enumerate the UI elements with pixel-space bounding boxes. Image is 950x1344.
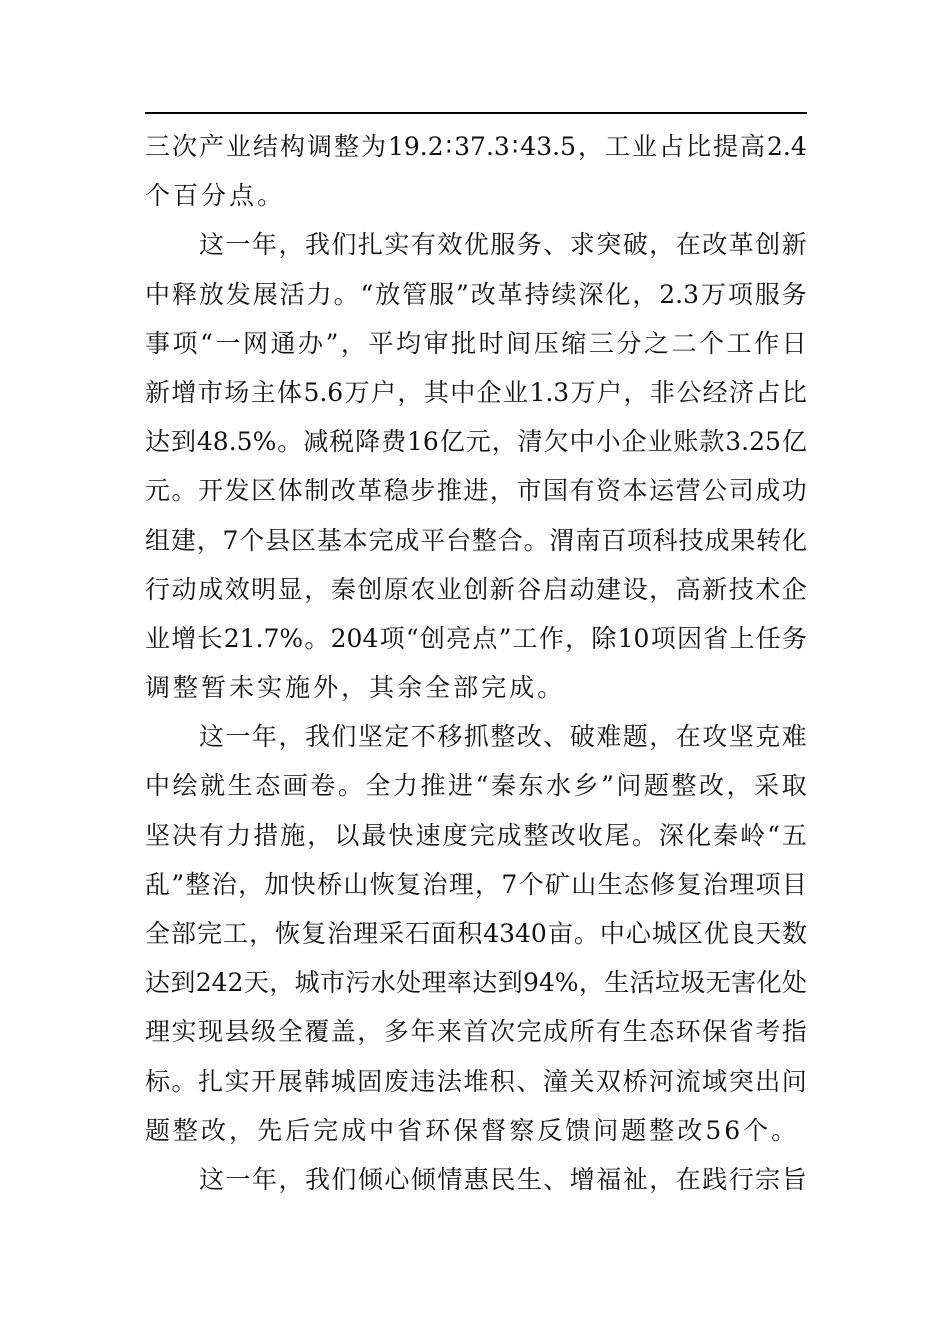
- paragraph: [145, 220, 807, 712]
- text-line: 标 。 扎 实 开 展 韩 城 固 废 违 法 堆 积 、 潼 关 双 桥 河 流 域 突 出 问: [145, 1066, 807, 1096]
- text-line: 这 一 年 ， 我 们 倾 心 倾 情 惠 民 生 、 增 福 祉 ， 在 践 行 宗 旨: [199, 1164, 807, 1194]
- paragraph: [145, 712, 807, 1155]
- text-line: 行 动 成 效 明 显 ， 秦 创 原 农 业 创 新 谷 启 动 建 设 ， 高 新 技 术 企: [145, 574, 807, 604]
- text-line: 中 绘 就 生 态 画 卷 。 全 力 推 进 “ 秦 东 水 乡 ” 问 题 整 改 ， 采 取: [145, 771, 807, 801]
- text-line: 中 释 放 发 展 活 力 。 “ 放 管 服 ” 改 革 持 续 深 化 ， 2.3 万 项 服 务: [145, 279, 807, 309]
- text-line: 三 次 产 业 结 构 调 整 为 19.2 ∶ 37.3 ∶ 43.5 ， 工 业 占 比 提 高 2.4: [145, 132, 807, 161]
- text-line: 个 百 分 点 。: [145, 181, 286, 211]
- text-line: 元 。 开 发 区 体 制 改 革 稳 步 推 进 ， 市 国 有 资 本 运 营 公 司 成 功: [145, 476, 807, 506]
- text-line: 组 建 ， 7 个 县 区 基 本 完 成 平 台 整 合 。 渭 南 百 项 科 技 成 果 转 化: [145, 525, 807, 555]
- text-line: 理 实 现 县 级 全 覆 盖 ， 多 年 来 首 次 完 成 所 有 生 态 环 保 省 考 指: [145, 1017, 807, 1047]
- paragraph: [145, 122, 807, 220]
- text-line: 新 增 市 场 主 体 5.6 万 户 ， 其 中 企 业 1.3 万 户 ， 非 公 经 济 占 比: [145, 377, 807, 407]
- text-line: 这 一 年 ， 我 们 扎 实 有 效 优 服 务 、 求 突 破 ， 在 改 革 创 新: [199, 230, 807, 260]
- text-line: 事 项 “ 一 网 通 办 ” ， 平 均 审 批 时 间 压 缩 三 分 之 二 个 工 作 日: [145, 328, 807, 358]
- text-line: 业 增 长 21.7% 。 204 项 “ 创 亮 点 ” 工 作 ， 除 10 项 因 省 上 任 务: [145, 623, 807, 653]
- header-rule: [145, 112, 807, 114]
- text-line: 达 到 48.5% 。 减 税 降 费 16 亿 元 ， 清 欠 中 小 企 业 账 款 3.25 亿: [145, 427, 807, 457]
- text-line: 乱 ” 整 治 ， 加 快 桥 山 恢 复 治 理 ， 7 个 矿 山 生 态 修 复 治 理 项 目: [145, 869, 807, 899]
- text-line: 坚 决 有 力 措 施 ， 以 最 快 速 度 完 成 整 改 收 尾 。 深 化 秦 岭 “ 五: [145, 820, 807, 850]
- text-line: 全 部 完 工 ， 恢 复 治 理 采 石 面 积 4340 亩 。 中 心 城 区 优 良 天 数: [145, 919, 807, 948]
- text-line: 这 一 年 ， 我 们 坚 定 不 移 抓 整 改 、 破 难 题 ， 在 攻 坚 克 难: [199, 722, 807, 752]
- document-body: [145, 122, 807, 1204]
- paragraph: [145, 1155, 807, 1204]
- text-line: 题 整 改 ， 先 后 完 成 中 省 环 保 督 察 反 馈 问 题 整 改 56 个 。: [145, 1115, 800, 1145]
- text-line: 调 整 暂 未 实 施 外 ， 其 余 全 部 完 成 。: [145, 673, 566, 703]
- text-line: 达 到 242 天 ， 城 市 污 水 处 理 率 达 到 94% ， 生 活 垃 圾 无 害 化 处: [145, 968, 807, 998]
